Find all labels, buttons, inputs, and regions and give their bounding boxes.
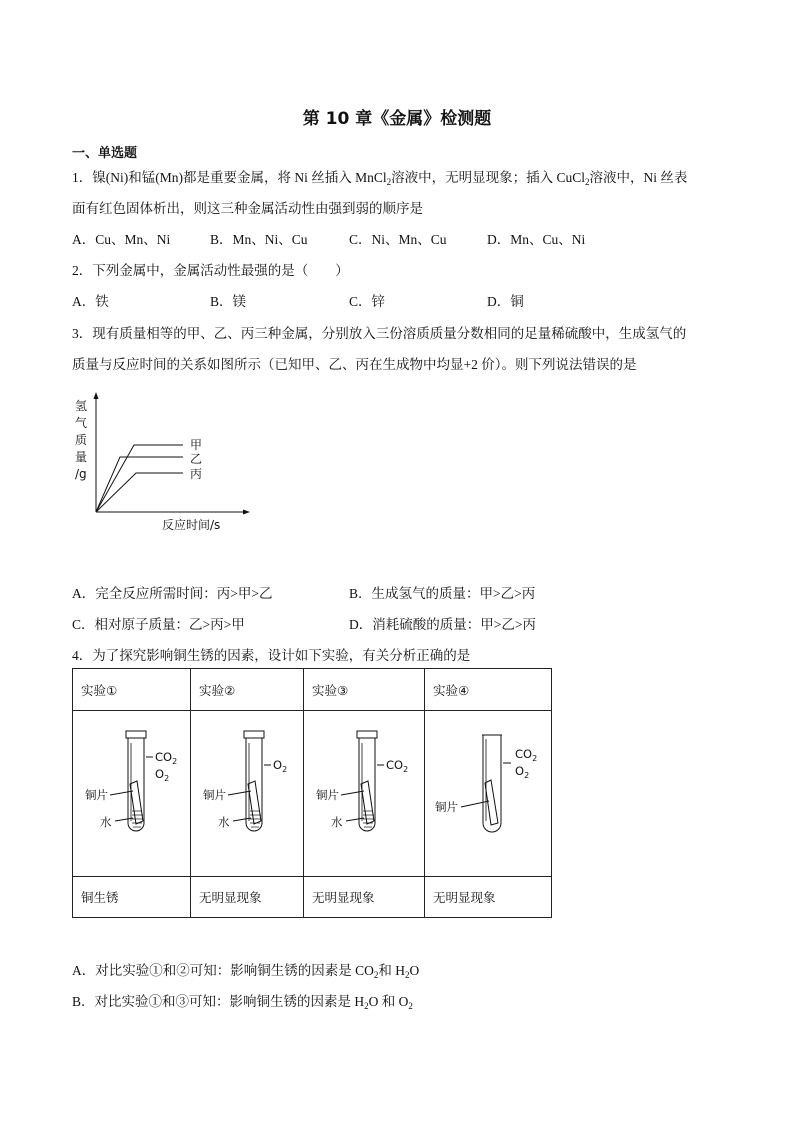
table-header-cell: 实验③: [304, 669, 425, 711]
q1-option-c: C．Ni、Mn、Cu: [349, 232, 447, 247]
q1-text-b: 溶液中，无明显现象；插入 CuCl: [391, 170, 586, 185]
experiment-1-figure: [73, 711, 191, 877]
subscript: 2: [386, 177, 392, 187]
test-tube-icon: [425, 711, 551, 876]
q2-option-d: D．铜: [487, 294, 524, 309]
experiment-4-figure: [425, 711, 552, 877]
table-header-row: [73, 669, 552, 711]
water-hatch: [132, 811, 143, 827]
subscript: 2: [373, 970, 379, 980]
subscript: 2: [408, 1001, 413, 1011]
q3-option-c: C．相对原子质量：乙>丙>甲: [72, 617, 245, 632]
q3-option-b: B．生成氢气的质量：甲>乙>丙: [349, 586, 536, 601]
subscript: 2: [405, 970, 410, 980]
copper-pointer: [228, 791, 251, 795]
copper-label: 铜片: [435, 800, 458, 814]
water-label: 水: [218, 815, 230, 829]
gas-label-o2: $O_2$: [515, 764, 530, 780]
table-header-cell: 实验①: [73, 669, 191, 711]
copper-pointer: [110, 791, 133, 795]
series-line-yi: [96, 457, 183, 512]
q3-option-d: D．消耗硫酸的质量：甲>乙>丙: [349, 617, 536, 632]
q4-option-b-text: O 和 O: [368, 994, 409, 1009]
copper-strip: [485, 780, 498, 825]
subscript: 2: [364, 1001, 369, 1011]
water-pointer: [346, 818, 364, 821]
q2-option-b: B．镁: [210, 294, 247, 309]
table-result-cell: 无明显现象: [304, 877, 425, 918]
experiment-3-figure: [304, 711, 425, 877]
series-line-bing: [96, 473, 183, 512]
water-hatch: [363, 811, 374, 827]
q1-stem-line2: 面有红色固体析出，则这三种金属活动性由强到弱的顺序是: [72, 201, 423, 216]
series-label-yi: 乙: [190, 452, 203, 466]
series-label-bing: 丙: [190, 467, 203, 481]
y-label-char: 气: [75, 416, 88, 430]
q4-option-a: [72, 959, 419, 979]
q2-stem: 2．下列金属中，金属活动性最强的是（ ）: [72, 263, 349, 278]
tube-stopper: [357, 731, 377, 738]
q4-option-b-text: B．对比实验①和③可知：影响铜生锈的因素是 H: [72, 994, 365, 1009]
copper-strip: [361, 781, 374, 824]
x-axis-arrow-icon: [243, 510, 250, 515]
q1-text-c: 溶液中，Ni 丝表: [589, 170, 688, 185]
tube-stopper: [244, 731, 264, 738]
table-result-cell: 无明显现象: [191, 877, 304, 918]
test-tube-icon: [73, 711, 190, 876]
gas-label-o2: $O_2$: [155, 767, 170, 783]
table-result-cell: 铜生锈: [73, 877, 191, 918]
q4-option-a-text: O: [409, 963, 420, 978]
copper-strip: [130, 781, 143, 824]
x-axis-label: 反应时间/s: [162, 518, 221, 532]
q1-option-a: A．Cu、Mn、Ni: [72, 232, 171, 247]
q3-stem-line1: 3．现有质量相等的甲、乙、丙三种金属，分别放入三份溶质质量分数相同的足量稀硫酸中，生成氢气的: [72, 326, 687, 341]
q4-stem: 4．为了探究影响铜生锈的因素，设计如下实验，有关分析正确的是: [72, 648, 471, 663]
experiment-table: [72, 668, 552, 918]
experiment-2-figure: [191, 711, 304, 877]
section-title: 一、单选题: [72, 146, 138, 161]
q1-stem-line1: [72, 166, 687, 186]
test-tube-icon: [191, 711, 303, 876]
table-header-cell: 实验②: [191, 669, 304, 711]
gas-label-co2: $CO_2$: [155, 750, 178, 766]
water-hatch: [250, 811, 261, 827]
gas-label-co2: $CO_2$: [386, 758, 409, 774]
water-pointer: [115, 818, 133, 821]
q1-option-b: B．Mn、Ni、Cu: [210, 232, 308, 247]
q4-option-a-text: A．对比实验①和②可知：影响铜生锈的因素是 CO: [72, 963, 374, 978]
gas-label-o2: $O_2$: [273, 758, 288, 774]
copper-label: 铜片: [203, 788, 226, 802]
copper-pointer: [341, 791, 364, 795]
q1-option-d: D．Mn、Cu、Ni: [487, 232, 586, 247]
gas-label-co2: $CO_2$: [515, 747, 538, 763]
copper-strip: [248, 781, 261, 824]
table-result-cell: 无明显现象: [425, 877, 552, 918]
copper-label: 铜片: [85, 788, 108, 802]
y-axis-arrow-icon: [94, 392, 99, 399]
q4-option-a-text: 和 H: [378, 963, 406, 978]
water-pointer: [233, 818, 251, 821]
hydrogen-mass-graph: [70, 392, 250, 532]
y-label-char: 氢: [75, 399, 88, 413]
copper-label: 铜片: [316, 788, 339, 802]
table-figure-row: [73, 711, 552, 877]
table-result-row: [73, 877, 552, 918]
q3-stem-line2: 质量与反应时间的关系如图所示（已知甲、乙、丙在生成物中均显+2 价）。则下列说法错误的是: [72, 357, 637, 372]
series-label-jia: 甲: [190, 438, 203, 452]
water-label: 水: [331, 815, 343, 829]
copper-pointer: [461, 801, 489, 807]
table-header-cell: 实验④: [425, 669, 552, 711]
test-tube-icon: [304, 711, 424, 876]
q4-option-b: [72, 990, 413, 1010]
q2-option-a: A．铁: [72, 294, 109, 309]
water-label: 水: [100, 815, 112, 829]
q2-option-c: C．锌: [349, 294, 386, 309]
series-line-jia: [96, 445, 183, 512]
q3-option-a: A．完全反应所需时间：丙>甲>乙: [72, 586, 273, 601]
page-title: 第 10 章《金属》检测题: [302, 109, 492, 129]
y-label-char: /g: [75, 467, 87, 481]
y-label-char: 质: [75, 433, 88, 447]
tube-stopper: [126, 731, 146, 738]
q1-text-a: 1．镍(Ni)和锰(Mn)都是重要金属，将 Ni 丝插入 MnCl: [72, 170, 387, 185]
subscript: 2: [585, 177, 590, 187]
y-label-char: 量: [75, 450, 88, 464]
